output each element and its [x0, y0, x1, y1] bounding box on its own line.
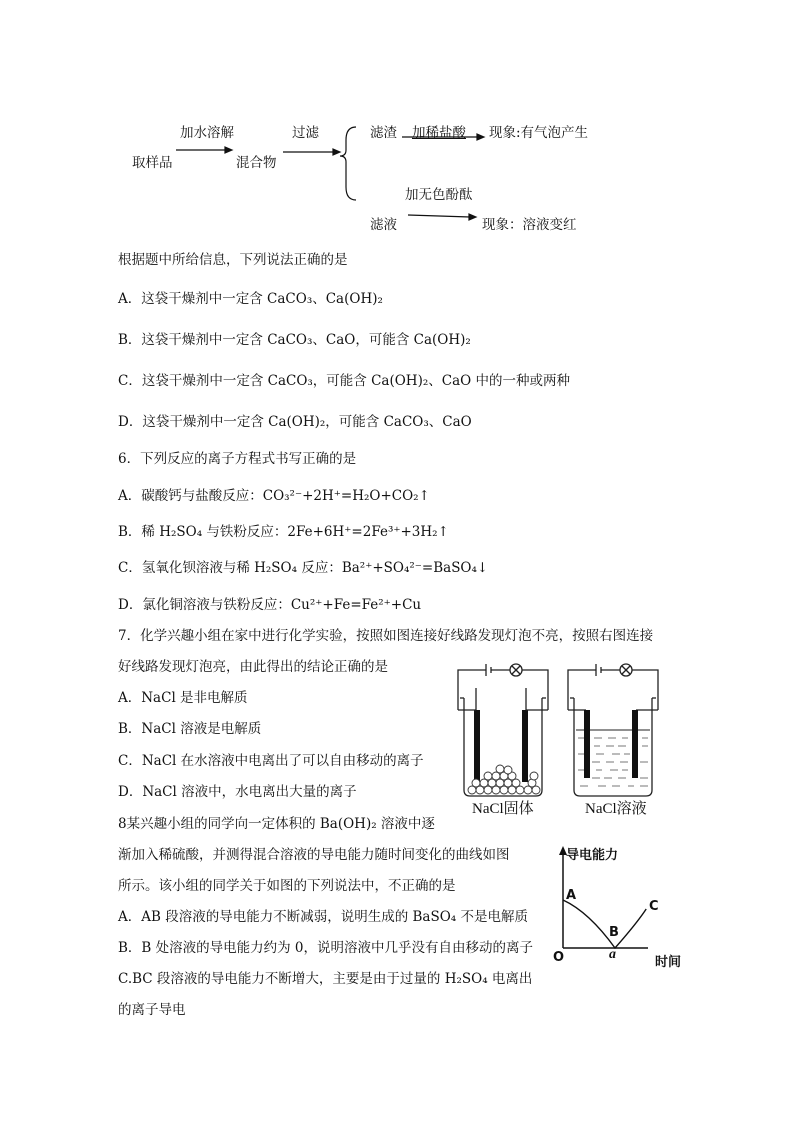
q8-option-c-line2: 的离子导电: [118, 1002, 186, 1018]
q6-option-d: D．氯化铜溶液与铁粉反应：Cu²⁺+Fe=Fe²⁺+Cu: [118, 597, 422, 613]
q7-option-d: D．NaCl 溶液中，水电离出大量的离子: [118, 784, 357, 800]
q8-option-b: B．B 处溶液的导电能力约为 0，说明溶液中几乎没有自由移动的离子: [118, 940, 534, 956]
electrode-right: [522, 710, 528, 782]
q6-stem: 6．下列反应的离子方程式书写正确的是: [118, 451, 357, 467]
q8-option-c-line1: C.BC 段溶液的导电能力不断增大，主要是由于过量的 H₂SO₄ 电离出: [118, 971, 533, 987]
flow-step1-label: 加水溶解: [180, 125, 234, 141]
q6-option-c: C．氢氧化钡溶液与稀 H₂SO₄ 反应：Ba²⁺+SO₄²⁻=BaSO₄↓: [118, 560, 489, 576]
q8-stem-line3: 所示。该小组的同学关于如图的下列说法中，不正确的是: [118, 878, 456, 894]
electrode-left: [584, 710, 590, 778]
flow-step2-label: 过滤: [292, 125, 319, 141]
flow-residue: 滤渣: [370, 125, 397, 141]
graph-point-c: C: [649, 899, 659, 914]
graph-ylabel: 导电能力: [566, 848, 619, 863]
q8-stem-line2: 渐加入稀硫酸，并测得混合溶液的导电能力随时间变化的曲线如图: [118, 847, 510, 863]
q5-option-c: C．这袋干燥剂中一定含 CaCO₃，可能含 Ca(OH)₂、CaO 中的一种或两种: [118, 373, 570, 389]
q7-stem-line2: 好线路发现灯泡亮，由此得出的结论正确的是: [118, 659, 388, 675]
flow-arrows: [0, 0, 794, 260]
q5-option-d: D．这袋干燥剂中一定含 Ca(OH)₂，可能含 CaCO₃、CaO: [118, 414, 472, 430]
electrode-right: [632, 710, 638, 778]
electrode-left: [474, 710, 480, 782]
apparatus-nacl-solid: [458, 662, 558, 802]
graph-origin: O: [553, 950, 565, 965]
q7-option-b: B．NaCl 溶液是电解质: [118, 721, 262, 737]
q5-stem: 根据题中所给信息，下列说法正确的是: [118, 252, 348, 268]
q5-option-a: A．这袋干燥剂中一定含 CaCO₃、Ca(OH)₂: [118, 291, 383, 307]
apparatus-nacl-solution: [568, 662, 668, 802]
flow-filtrate-result: 现象：溶液变红: [482, 217, 577, 233]
flow-residue-reagent: 加稀盐酸: [412, 125, 466, 141]
flow-residue-result: 现象:有气泡产生: [489, 125, 589, 141]
graph-x-tick-a: a: [609, 947, 616, 962]
fig-label-solution: NaCl溶液: [585, 801, 647, 817]
q5-option-b: B．这袋干燥剂中一定含 CaCO₃、CaO，可能含 Ca(OH)₂: [118, 332, 471, 348]
flow-filtrate-reagent: 加无色酚酞: [405, 187, 473, 203]
q7-option-c: C．NaCl 在水溶液中电离出了可以自由移动的离子: [118, 753, 424, 769]
q6-option-b: B．稀 H₂SO₄ 与铁粉反应：2Fe+6H⁺=2Fe³⁺+3H₂↑: [118, 524, 449, 540]
q7-option-a: A．NaCl 是非电解质: [118, 690, 248, 706]
flow-filtrate: 滤液: [370, 217, 397, 233]
q8-stem-line1: 8某兴趣小组的同学向一定体积的 Ba(OH)₂ 溶液中逐: [118, 816, 435, 832]
fig-label-solid: NaCl固体: [472, 801, 534, 817]
graph-point-a: A: [566, 888, 577, 903]
q7-stem-line1: 7．化学兴趣小组在家中进行化学实验，按照如图连接好线路发现灯泡不亮，按照右图连接: [118, 628, 654, 644]
graph-xlabel: 时间: [655, 955, 682, 970]
flow-sample: 取样品: [132, 155, 173, 171]
q6-option-a: A．碳酸钙与盐酸反应：CO₃²⁻+2H⁺=H₂O+CO₂↑: [118, 488, 430, 504]
conductivity-curve: [563, 900, 646, 948]
graph-point-b: B: [609, 925, 619, 940]
flow-mixture: 混合物: [236, 155, 277, 171]
q8-option-a: A．AB 段溶液的导电能力不断减弱，说明生成的 BaSO₄ 不是电解质: [118, 909, 528, 925]
